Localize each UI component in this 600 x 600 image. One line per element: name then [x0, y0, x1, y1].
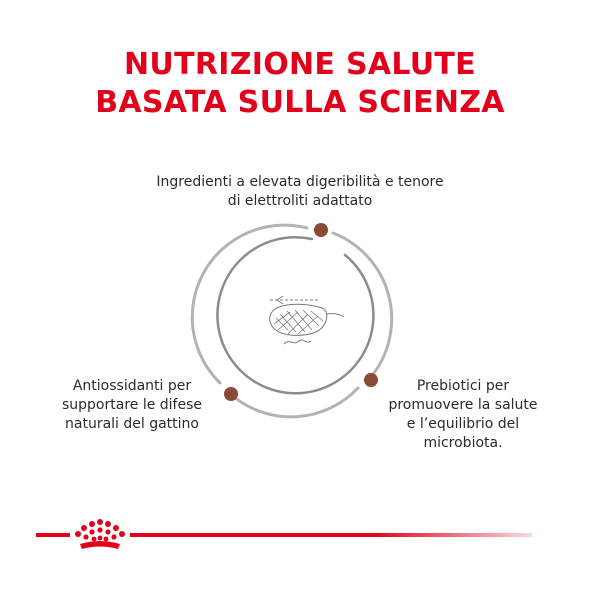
inner-ring-arc — [217, 237, 373, 393]
benefit-antioxidants: Antiossidanti per supportare le difese naturali del gattino — [61, 378, 203, 432]
royal-canin-crown-logo — [70, 518, 130, 554]
marker-dot-right — [364, 373, 378, 387]
outer-ring — [192, 225, 391, 417]
intestine-sketch-icon — [270, 296, 344, 344]
benefit-digestibility: Ingredienti a elevata digeribilità e tenore di elettroliti adattato — [156, 174, 444, 209]
headline-line-2: BASATA SULLA SCIENZA — [95, 85, 505, 120]
footer-bar-left — [36, 533, 70, 537]
inner-ring — [217, 237, 373, 393]
footer-bar-right — [130, 533, 532, 537]
marker-dot-left — [224, 387, 238, 401]
headline-line-1: NUTRIZIONE SALUTE — [124, 47, 476, 82]
ring-arc-left — [192, 225, 307, 383]
ring-arc-right — [333, 233, 392, 373]
benefit-prebiotics: Prebiotici per promuovere la salute e l’equilibrio del microbiota. — [388, 378, 538, 451]
marker-dot-top — [314, 223, 328, 237]
